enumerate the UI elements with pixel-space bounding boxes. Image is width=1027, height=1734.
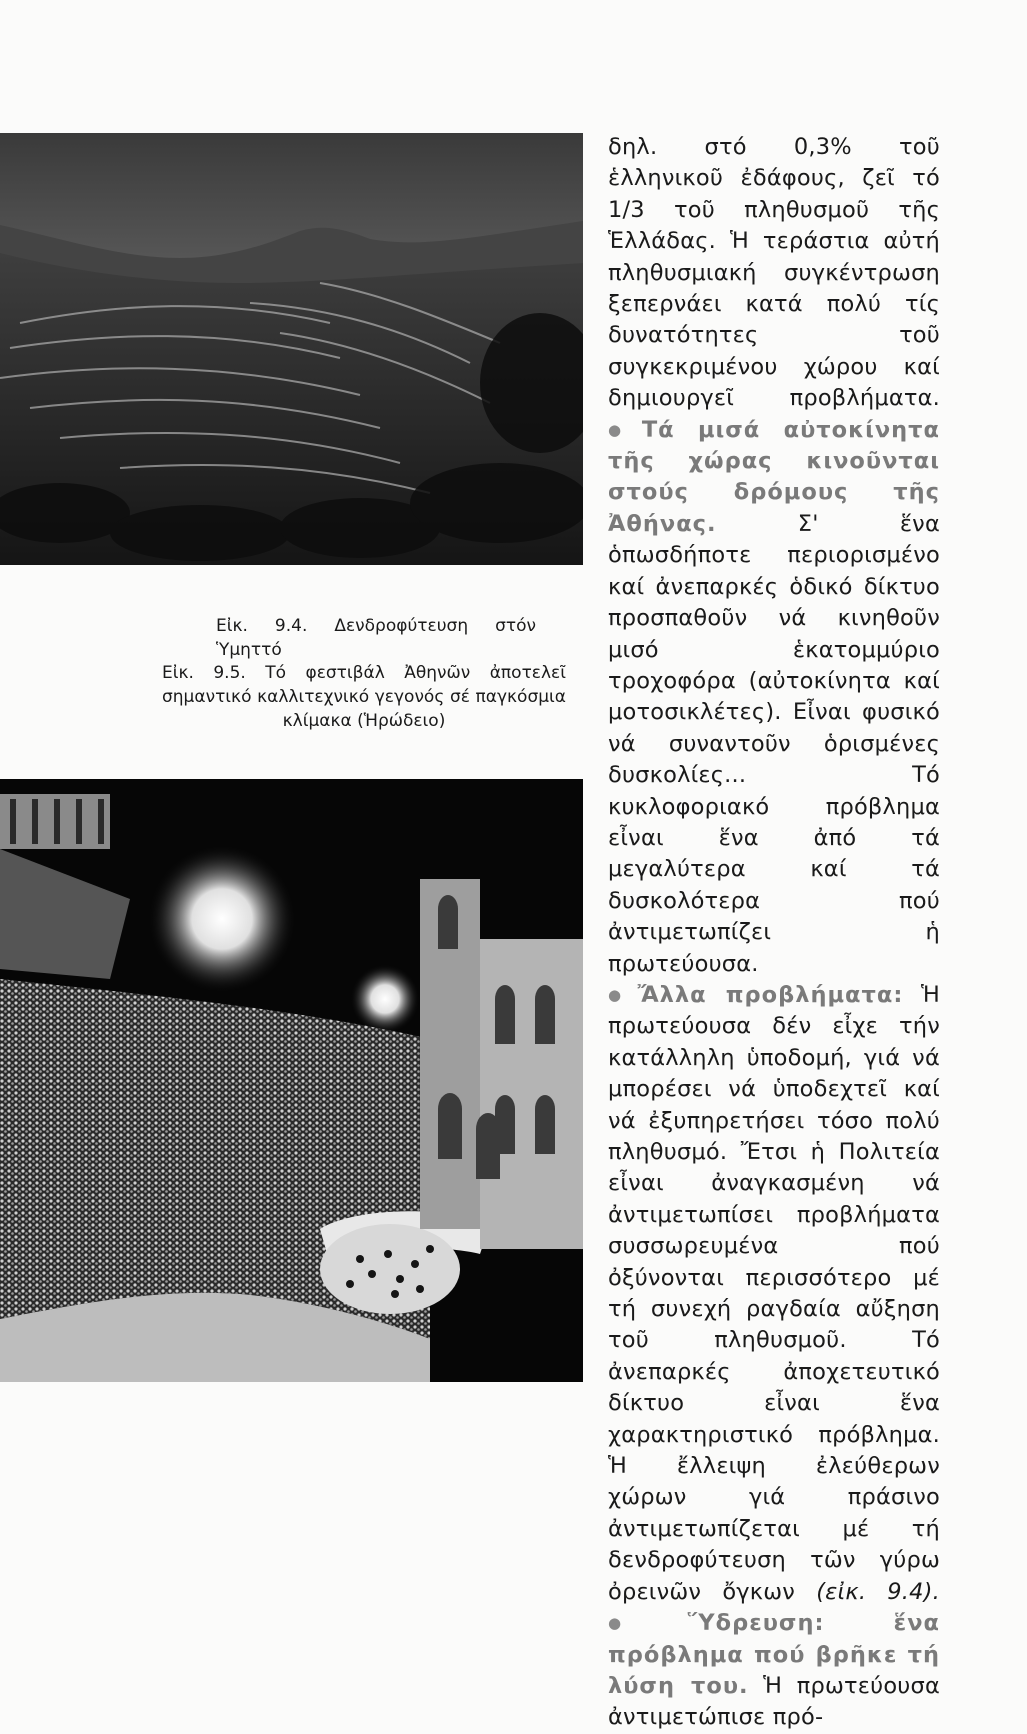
paragraph-3-heading: Ἄλλα προβλήματα: (637, 981, 904, 1008)
figure-9-5-herodeion-festival-photo (0, 779, 583, 1382)
paragraph-4 (608, 1608, 940, 1734)
bullet-icon: ● (608, 1614, 682, 1633)
paragraph-3 (608, 980, 940, 1608)
figure-reference: (εἰκ. 9.4). (816, 1578, 940, 1605)
paragraph-3-text: Ἡ πρωτεύουσα δέν εἶχε τήν κατάλληλη ὑποδομή, γιά νά μπορέσει νά ὑποδεχτεῖ καί νά ἐξυπηρετήσει τόσο πολύ πληθυσμό. Ἔτσι ἡ Πολιτεία εἶναι ἀναγκασμένη νά ἀντιμετωπίσει προβλήματα συσσωρευμένα πού ὀξύνονται περισσότερο μέ τή συνεχή ραγδαία αὔξηση τοῦ πληθυσμοῦ. Τό ἀνεπαρκές ἀποχετευτικό δίκτυο εἶναι ἕνα χαρακτηριστικό πρόβλημα. Ἡ ἔλλειψη ἐλεύθερων χώρων γιά πράσινο ἀντιμετωπίζεται μέ τή δενδροφύτευση τῶν γύρω ὀρεινῶν ὄγκων (608, 981, 940, 1605)
paragraph-1: δηλ. στό 0,3% τοῦ ἑλληνικοῦ ἐδάφους, ζεῖ τό 1/3 τοῦ πληθυσμοῦ τῆς Ἑλλάδας. Ἡ τεράστια αὐτή πληθυσμιακή συγκέντρωση ξεπερνάει κατά πολύ τίς δυνατότητες τοῦ συγκεκριμένου χώρου καί δημιουργεῖ προβλήματα. (608, 134, 940, 412)
figure-9-5-caption: Εἰκ. 9.5. Τό φεστιβάλ Ἀθηνῶν ἀποτελεῖ σημαντικό καλλιτεχνικό γεγονός σέ παγκόσμια κλίμακα (Ἡρώδειο) (162, 663, 566, 731)
paragraph-2 (608, 415, 940, 980)
paragraph-2-text: Σ' ἕνα ὁπωσδήποτε περιορισμένο καί ἀνεπαρκές ὁδικό δίκτυο προσπαθοῦν νά κινηθοῦν μισό ἑκατομμύριο τροχοφόρα (αὐτοκίνητα καί μοτοσικλέτες). Εἶναι φυσικό νά συναντοῦν ὁρισμένες δυσκολίες... Τό κυκλοφοριακό πρόβλημα εἶναι ἕνα ἀπό τά μεγαλύτερα καί τά δυσκολότερα πού ἀντιμετωπίζει ἡ πρωτεύουσα. (608, 510, 940, 977)
paragraph-4-text: Ἡ πρωτεύουσα ἀντιμετώπισε πρό- (608, 1672, 941, 1731)
figure-9-4-reforestation-photo (0, 133, 583, 565)
paragraph-4-heading: Ὕδρευση: ἕνα πρόβλημα πού βρῆκε τή λύση του. (608, 1610, 940, 1699)
body-text-column (608, 132, 940, 1734)
bullet-icon: ● (608, 985, 632, 1004)
figure-9-4-caption: Εἰκ. 9.4. Δενδροφύτευση στόν Ὑμηττό (216, 616, 536, 660)
paragraph-2-heading: Τά μισά αὐτοκίνητα τῆς χώρας κινοῦνται στούς δρόμους τῆς Ἀθήνας. (608, 416, 940, 537)
bullet-icon: ● (608, 420, 636, 439)
